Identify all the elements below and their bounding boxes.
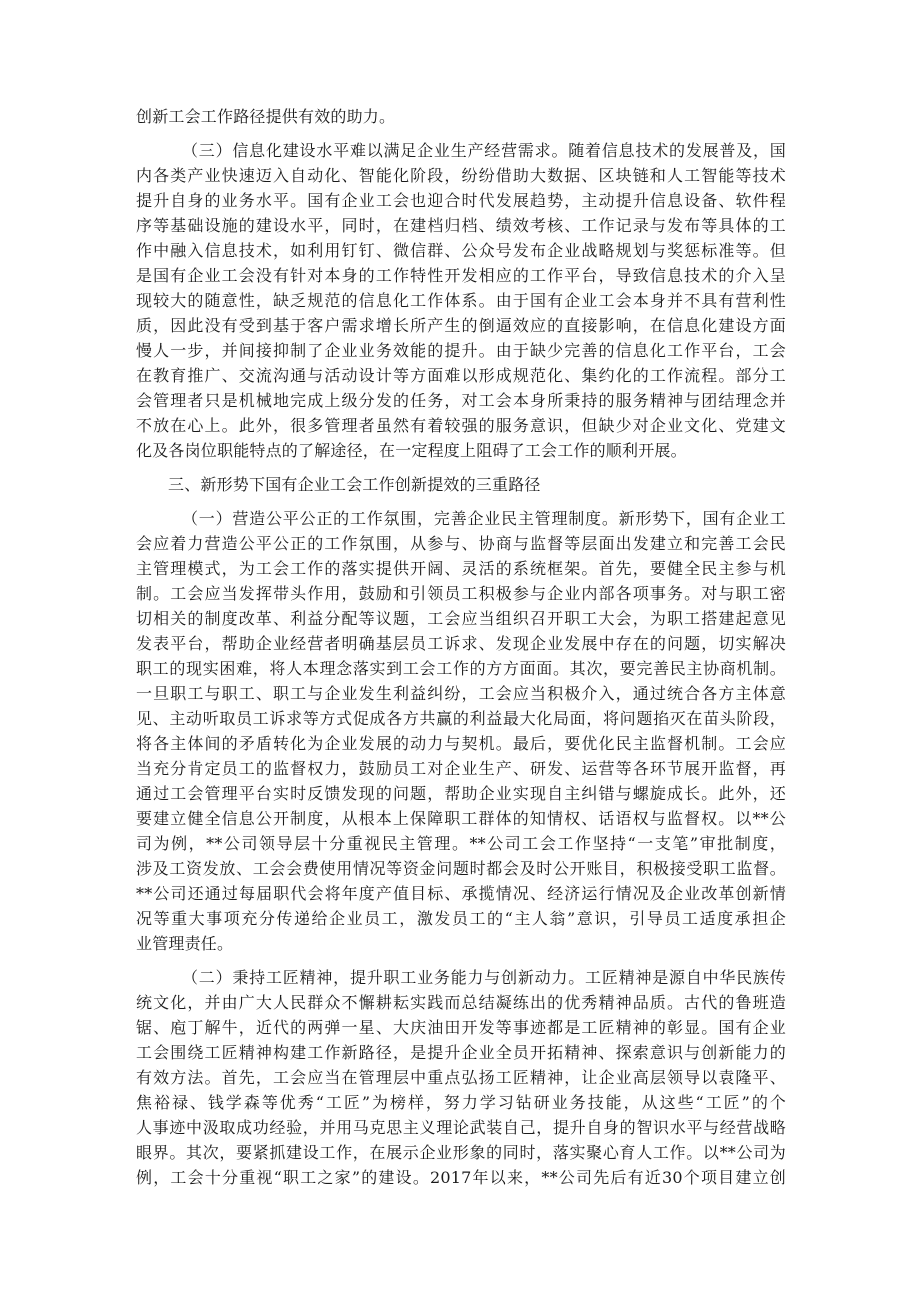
text-line: 创新工会工作路径提供有效的助力。 [136, 107, 396, 126]
text-line: **公司还通过每届职代会将年度产值目标、承揽情况、经济运行情况及企业改革创新情 [136, 884, 786, 903]
text-line: 在教育推广、交流沟通与活动设计等方面难以形成规范化、集约化的工作流程。部分工 [136, 366, 786, 385]
text-line: 作中融入信息技术，如利用钉钉、微信群、公众号发布企业战略规划与奖惩标准等。但 [136, 241, 786, 260]
text-line: 质，因此没有受到基于客户需求增长所产生的倒逼效应的直接影响，在信息化建设方面 [136, 316, 786, 335]
text-line: 当充分肯定员工的监督权力，鼓励员工对企业生产、研发、运营等各环节展开监督，再 [136, 759, 786, 778]
section-heading [136, 472, 786, 497]
text-line: 例，工会十分重视“职工之家”的建设。2017年以来，**公司先后有近30个项目建立创 [136, 1168, 786, 1187]
text-line: 要建立健全信息公开制度，从根本上保障职工群体的知情权、话语权与监督权。以**公 [136, 809, 786, 828]
text-line: 焦裕禄、钱学森等优秀“工匠”为榜样，努力学习钻研业务技能，从这些“工匠”的个 [136, 1093, 786, 1112]
text-line: 将各主体间的矛盾转化为企业发展的动力与契机。最后，要优化民主监督机制。工会应 [136, 734, 786, 753]
text-line: （一）营造公平公正的工作氛围，完善企业民主管理制度。新形势下，国有企业工 [182, 509, 786, 528]
paragraph-democratic-management [136, 506, 786, 956]
paragraph-craftsman-spirit [136, 965, 786, 1190]
text-line: 现较大的随意性，缺乏规范的信息化工作体系。由于国有企业工会本身并不具有营利性 [136, 291, 786, 310]
text-line: 化及各岗位职能特点的了解途径，在一定程度上阻碍了工会工作的顺利开展。 [136, 441, 687, 460]
text-line: 一旦职工与职工、职工与企业发生利益纠纷，工会应当积极介入，通过统合各方主体意 [136, 684, 786, 703]
text-line: 是国有企业工会没有针对本身的工作特性开发相应的工作平台，导致信息技术的介入呈 [136, 266, 786, 285]
text-line: 主管理模式，为工会工作的落实提供开阔、灵活的系统框架。首先，要健全民主参与机 [136, 559, 786, 578]
document-page [136, 104, 786, 1190]
text-line: 序等基础设施的建设水平，同时，在建档归档、绩效考核、工作记录与发布等具体的工 [136, 216, 786, 235]
text-line: 发表平台，帮助企业经营者明确基层员工诉求、发现企业发展中存在的问题，切实解决 [136, 634, 786, 653]
text-line: 见、主动听取员工诉求等方式促成各方共赢的利益最大化局面，将问题掐灭在苗头阶段， [136, 709, 786, 728]
text-line: （三）信息化建设水平难以满足企业生产经营需求。随着信息技术的发展普及，国 [182, 141, 786, 160]
paragraph-continuation [136, 104, 786, 129]
paragraph-informatization [136, 138, 786, 463]
text-line: 况等重大事项充分传递给企业员工，激发员工的“主人翁”意识，引导员工适度承担企 [136, 909, 786, 928]
text-line: 司为例，**公司领导层十分重视民主管理。**公司工会工作坚持“一支笔”审批制度， [136, 834, 786, 853]
text-line: 涉及工资发放、工会会费使用情况等资金问题时都会及时公开账目，积极接受职工监督。 [136, 859, 786, 878]
text-line: 会应着力营造公平公正的工作氛围，从参与、协商与监督等层面出发建立和完善工会民 [136, 534, 786, 553]
text-line: 通过工会管理平台实时反馈发现的问题，帮助企业实现自主纠错与螺旋成长。此外，还 [136, 784, 786, 803]
text-line: 内各类产业快速迈入自动化、智能化阶段，纷纷借助大数据、区块链和人工智能等技术 [136, 166, 786, 185]
text-line: 切相关的制度改革、利益分配等议题，工会应当组织召开职工大会，为职工搭建起意见 [136, 609, 786, 628]
text-line: 锯、庖丁解牛，近代的两弹一星、大庆油田开发等事迹都是工匠精神的彰显。国有企业 [136, 1018, 786, 1037]
text-line: 业管理责任。 [136, 934, 234, 953]
text-line: 职工的现实困难，将人本理念落实到工会工作的方方面面。其次，要完善民主协商机制。 [136, 659, 786, 678]
text-line: 不放在心上。此外，很多管理者虽然有着较强的服务意识，但缺少对企业文化、党建文 [136, 416, 786, 435]
text-line: 统文化，并由广大人民群众不懈耕耘实践而总结凝练出的优秀精神品质。古代的鲁班造 [136, 993, 786, 1012]
text-line: （二）秉持工匠精神，提升职工业务能力与创新动力。工匠精神是源自中华民族传 [182, 968, 786, 987]
text-line: 会管理者只是机械地完成上级分发的任务，对工会本身所秉持的服务精神与团结理念并 [136, 391, 786, 410]
text-line: 有效方法。首先，工会应当在管理层中重点弘扬工匠精神，让企业高层领导以袁隆平、 [136, 1068, 786, 1087]
heading-text: 三、新形势下国有企业工会工作创新提效的三重路径 [168, 475, 541, 494]
text-line: 工会围绕工匠精神构建工作新路径，是提升企业全员开拓精神、探索意识与创新能力的 [136, 1043, 786, 1062]
text-line: 提升自身的业务水平。国有企业工会也迎合时代发展趋势，主动提升信息设备、软件程 [136, 191, 786, 210]
text-line: 慢人一步，并间接抑制了企业业务效能的提升。由于缺少完善的信息化工作平台，工会 [136, 341, 786, 360]
text-line: 制。工会应当发挥带头作用，鼓励和引领员工积极参与企业内部各项事务。对与职工密 [136, 584, 786, 603]
text-line: 眼界。其次，要紧抓建设工作，在展示企业形象的同时，落实聚心育人工作。以**公司为 [136, 1143, 786, 1162]
text-line: 人事迹中汲取成功经验，并用马克思主义理论武装自己，提升自身的智识水平与经营战略 [136, 1118, 786, 1137]
